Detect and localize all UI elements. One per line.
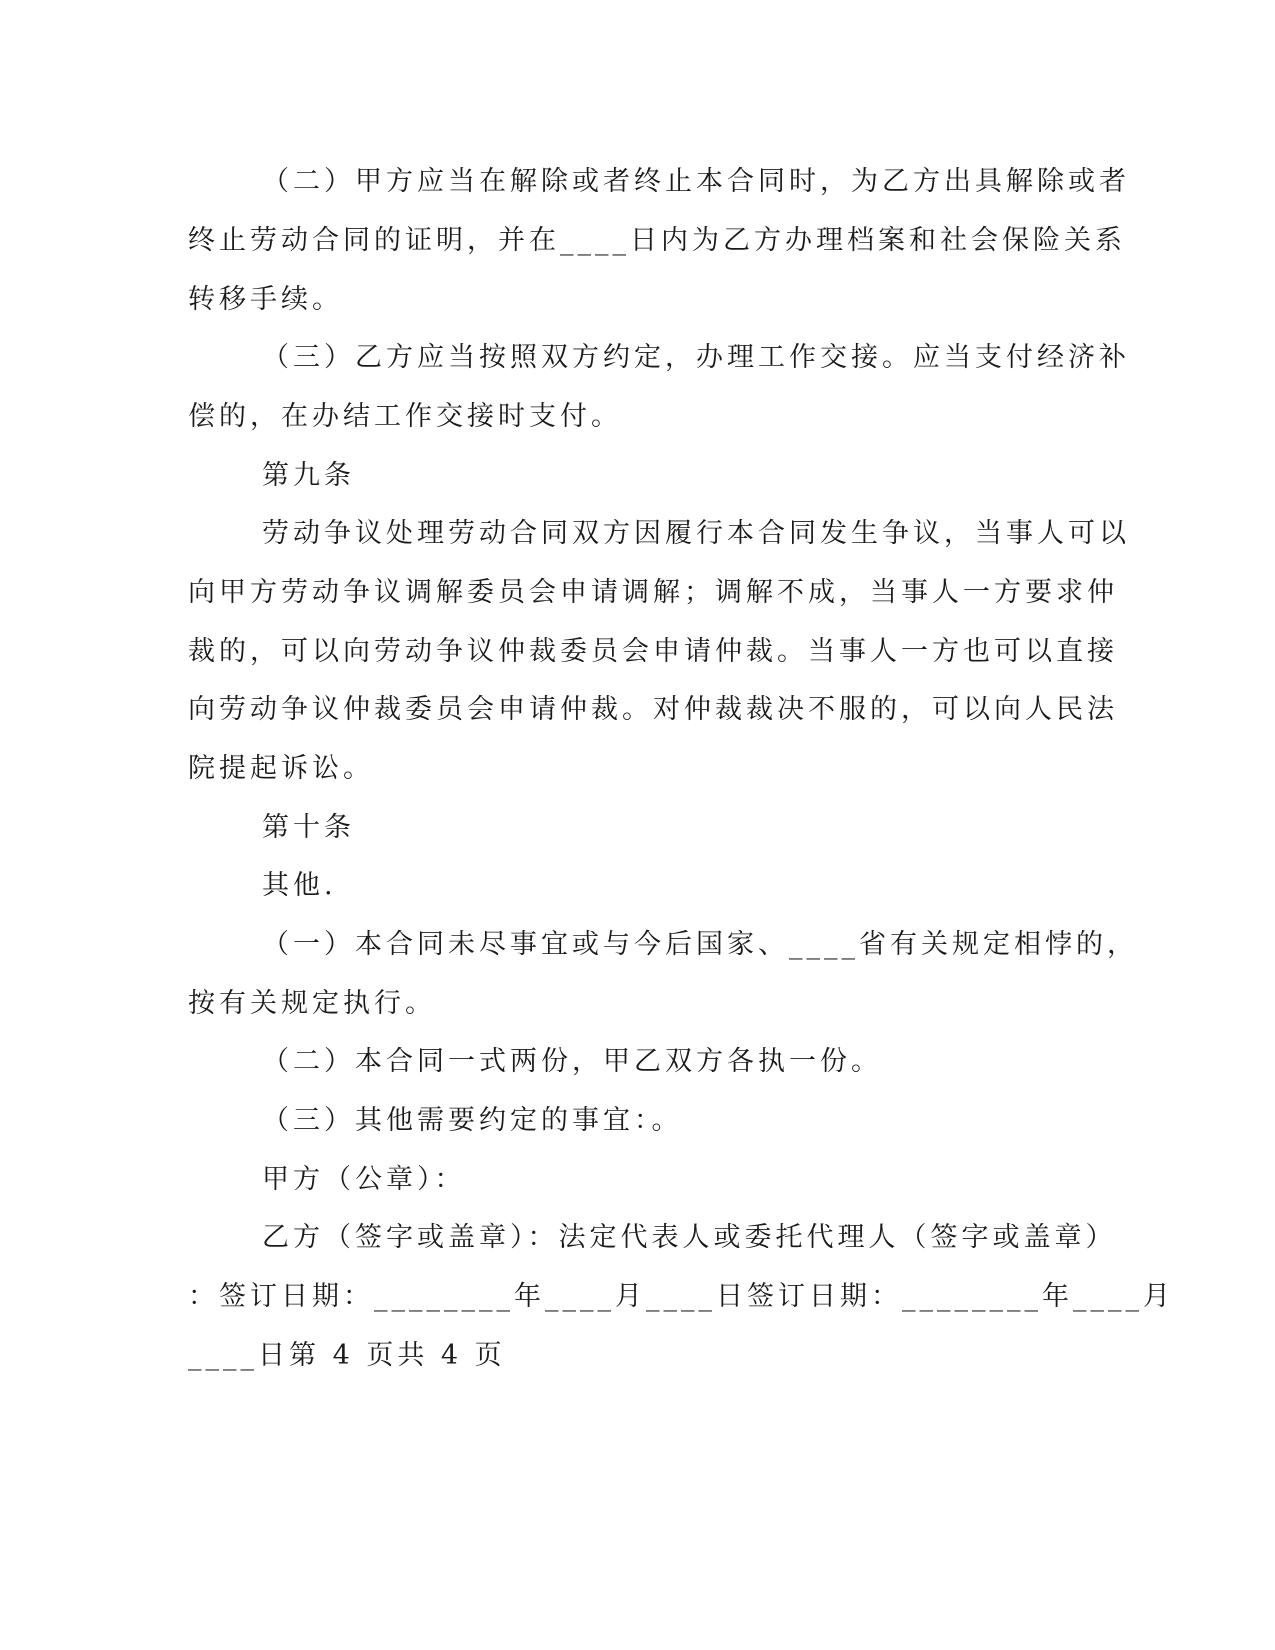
clause-10-title: 其他. <box>262 870 337 901</box>
clause-10-heading: 第十条 <box>262 812 355 843</box>
clause-8-item-3-line-2: 偿的，在办结工作交接时支付。 <box>188 401 622 432</box>
clause-8-item-3-line-1: （三）乙方应当按照双方约定，办理工作交接。应当支付经济补 <box>262 342 1130 373</box>
clause-10-item-3: （三）其他需要约定的事宜：。 <box>262 1105 683 1136</box>
signing-dates-line: ：签订日期：________年____月____日签订日期：________年____月 <box>188 1281 1174 1312</box>
clause-9-text-line-5: 院提起诉讼。 <box>188 753 374 784</box>
clause-8-item-2-line-2: 终止劳动合同的证明，并在____日内为乙方办理档案和社会保险关系 <box>188 225 1126 256</box>
clause-9-text-line-1: 劳动争议处理劳动合同双方因履行本合同发生争议，当事人可以 <box>262 518 1130 549</box>
party-b-signature: 乙方（签字或盖章）：法定代表人或委托代理人（签字或盖章） <box>262 1222 1117 1253</box>
clause-10-item-1-line-2: 按有关规定执行。 <box>188 988 436 1019</box>
clause-9-text-line-4: 向劳动争议仲裁委员会申请仲裁。对仲裁裁决不服的，可以向人民法 <box>188 694 1118 725</box>
clause-10-item-1-line-1: （一）本合同未尽事宜或与今后国家、____省有关规定相悖的， <box>262 929 1138 960</box>
clause-8-item-2-line-1: （二）甲方应当在解除或者终止本合同时，为乙方出具解除或者 <box>262 166 1130 197</box>
page-footer-line: ____日第 4 页共 4 页 <box>188 1340 506 1371</box>
party-a-signature: 甲方（公章）： <box>262 1164 466 1195</box>
clause-9-heading: 第九条 <box>262 460 355 491</box>
clause-8-item-2-line-3: 转移手续。 <box>188 284 343 315</box>
clause-10-item-2: （二）本合同一式两份，甲乙双方各执一份。 <box>262 1046 882 1077</box>
clause-9-text-line-3: 裁的，可以向劳动争议仲裁委员会申请仲裁。当事人一方也可以直接 <box>188 636 1118 667</box>
clause-9-text-line-2: 向甲方劳动争议调解委员会申请调解；调解不成，当事人一方要求仲 <box>188 577 1118 608</box>
